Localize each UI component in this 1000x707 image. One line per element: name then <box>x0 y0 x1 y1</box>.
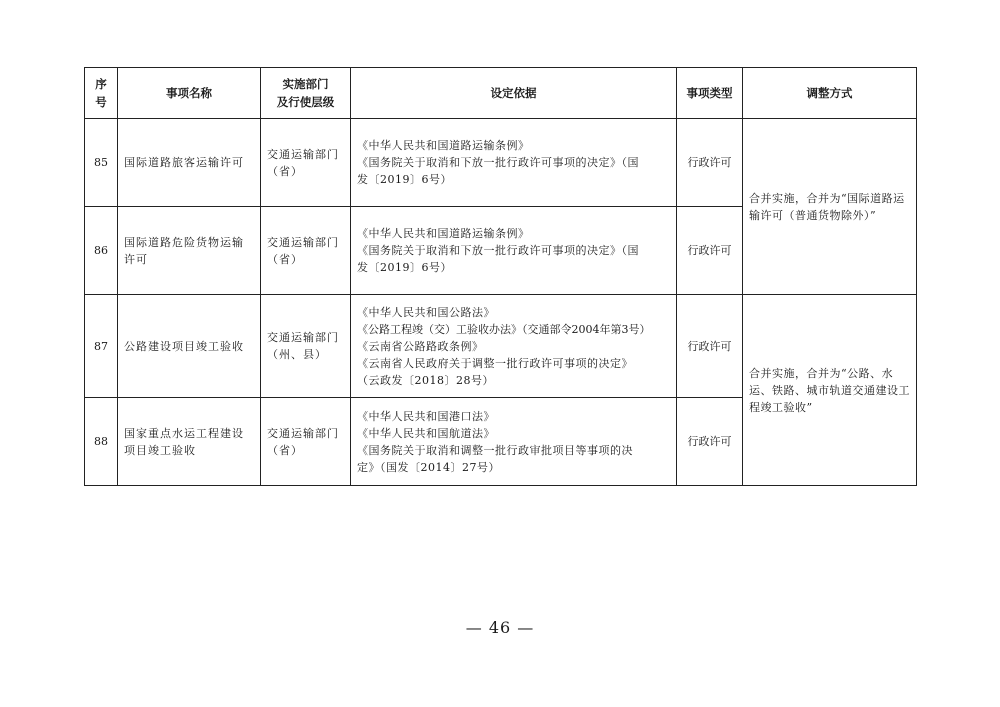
page-number: — 46 — <box>465 618 535 637</box>
item-name: 国际道路危险货物运输许可 <box>118 207 261 295</box>
basis-line: （云政发〔2018〕28号） <box>357 373 494 387</box>
table-header-row <box>85 68 917 119</box>
basis-line: 《国务院关于取消和下放一批行政许可事项的决定》（国 <box>357 244 639 257</box>
table-row <box>85 119 917 207</box>
item-type: 行政许可 <box>677 398 743 486</box>
legal-basis <box>351 398 677 486</box>
adjustment-table <box>84 67 917 486</box>
header-item-type: 事项类型 <box>677 68 743 119</box>
legal-basis <box>351 207 677 295</box>
department: 交通运输部门（省） <box>261 398 351 486</box>
basis-line: 发〔2019〕6号） <box>357 173 452 186</box>
basis-line: 《云南省人民政府关于调整一批行政许可事项的决定》 <box>357 356 633 370</box>
row-number: 88 <box>85 398 118 486</box>
basis-line: 定》（国发〔2014〕27号） <box>357 460 500 474</box>
row-number: 87 <box>85 295 118 398</box>
basis-line: 《中华人民共和国道路运输条例》 <box>357 227 530 240</box>
basis-line: 《国务院关于取消和下放一批行政许可事项的决定》（国 <box>357 156 639 169</box>
basis-line: 《云南省公路路政条例》 <box>357 339 484 353</box>
basis-line: 《中华人民共和国道路运输条例》 <box>357 139 530 152</box>
basis-line: 《公路工程竣（交）工验收办法》（交通部令2004年第3号） <box>357 322 651 336</box>
legal-basis <box>351 295 677 398</box>
department: 交通运输部门（省） <box>261 119 351 207</box>
header-serial-number: 序 号 <box>85 68 118 119</box>
item-name: 国际道路旅客运输许可 <box>118 119 261 207</box>
header-department: 实施部门 及行使层级 <box>261 68 351 119</box>
adjustment-method: 合并实施，合并为“公路、水运、铁路、城市轨道交通建设工程竣工验收” <box>743 295 917 486</box>
basis-line: 发〔2019〕6号） <box>357 261 452 274</box>
row-number: 86 <box>85 207 118 295</box>
item-type: 行政许可 <box>677 295 743 398</box>
basis-line: 《中华人民共和国公路法》 <box>357 305 495 319</box>
item-type: 行政许可 <box>677 119 743 207</box>
adjustment-method: 合并实施，合并为“国际道路运输许可（普通货物除外）” <box>743 119 917 295</box>
header-legal-basis: 设定依据 <box>351 68 677 119</box>
department: 交通运输部门（省） <box>261 207 351 295</box>
item-name: 国家重点水运工程建设项目竣工验收 <box>118 398 261 486</box>
header-item-name: 事项名称 <box>118 68 261 119</box>
item-name: 公路建设项目竣工验收 <box>118 295 261 398</box>
header-adjustment-method: 调整方式 <box>743 68 917 119</box>
row-number: 85 <box>85 119 118 207</box>
basis-line: 《中华人民共和国港口法》 <box>357 409 495 423</box>
item-type: 行政许可 <box>677 207 743 295</box>
basis-line: 《中华人民共和国航道法》 <box>357 426 495 440</box>
legal-basis <box>351 119 677 207</box>
department: 交通运输部门（州、县） <box>261 295 351 398</box>
table-row <box>85 295 917 398</box>
basis-line: 《国务院关于取消和调整一批行政审批项目等事项的决 <box>357 443 633 457</box>
